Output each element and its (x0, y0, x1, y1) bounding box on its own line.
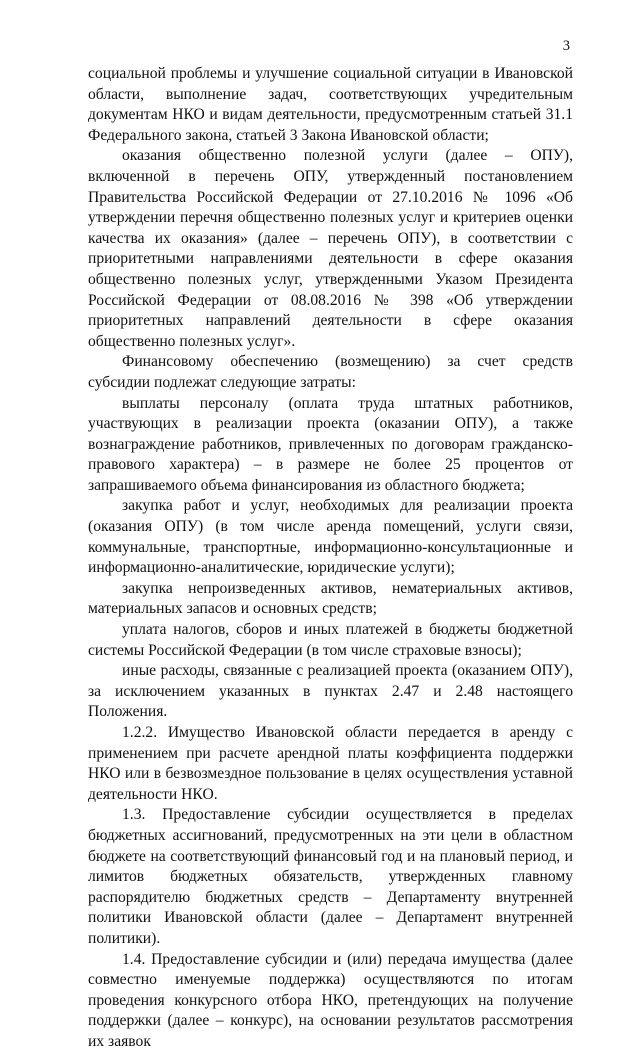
paragraph-costs-intro: Финансовому обеспечению (возмещению) за счет средств субсидии подлежат следующие затраты: (88, 353, 573, 391)
paragraph-taxes-costs: уплата налогов, сборов и иных платежей в бюджеты бюджетной системы Российской Федерации (в том числе страховые взносы); (88, 621, 573, 659)
paragraph-other-costs: иные расходы, связанные с реализацией проекта (оказанием ОПУ), за исключением указанных в пунктах 2.47 и 2.48 настоящего Положения. (88, 662, 573, 721)
paragraph-assets-costs: закупка непроизведенных активов, нематериальных активов, материальных запасов и основных средств; (88, 579, 573, 618)
paragraph-personnel-costs: выплаты персоналу (оплата труда штатных работников, участвующих в реализации проекта (оказании ОПУ), а также вознаграждение работников, привлеченных по договорам гражданско-правового характера) – в размере не более 25 процентов от запрашиваемого объема финансирования из областного бюджета; (88, 394, 573, 494)
paragraph-1-3: 1.3. Предоставление субсидии осуществляется в пределах бюджетных ассигнований, предусмотренных на эти цели в областном бюджете на соответствующий финансовый год и на плановый период, и лимитов бюджетных обязательств, утвержденных главному распорядителю бюджетных средств – Департаменту внутренней политики Ивановской области (далее – Департамент внутренней политики). (88, 806, 573, 947)
paragraph-1-4: 1.4. Предоставление субсидии и (или) передача имущества (далее совместно именуемые поддержка) осуществляются по итогам проведения конкурсного отбора НКО, претендующих на получение поддержки (далее – конкурс), на основании результатов рассмотрения их заявок (88, 950, 573, 1050)
document-body (88, 64, 573, 1053)
paragraph-opu: оказания общественно полезной услуги (далее – ОПУ), включенной в перечень ОПУ, утвержденный постановлением Правительства Российской Федерации от 27.10.2016 № 1096 «Об утверждении перечня общественно полезных услуг и критериев оценки качества их оказания» (далее – перечень ОПУ), в соответствии с приоритетными направлениями деятельности в сфере оказания общественно полезных услуг, утвержденными Указом Президента Российской Федерации от 08.08.2016 № 398 «Об утверждении приоритетных направлений деятельности в сфере оказания общественно полезных услуг». (88, 147, 573, 350)
paragraph-continuation: социальной проблемы и улучшение социальной ситуации в Ивановской области, выполнение задач, соответствующих учредительным документам НКО и видам деятельности, предусмотренным статьей 31.1 Федерального закона, статьей 3 Закона Ивановской области; (88, 65, 573, 144)
page-number: 3 (562, 38, 570, 54)
paragraph-1-2-2: 1.2.2. Имущество Ивановской области передается в аренду с применением при расчете арендной платы коэффициента поддержки НКО или в безвозмездное пользование в целях осуществления уставной деятельности НКО. (88, 724, 573, 803)
paragraph-services-costs: закупка работ и услуг, необходимых для реализации проекта (оказания ОПУ) (в том числе аренда помещений, услуги связи, коммунальные, транспортные, информационно-консультационные и информационно-аналитические, юридические услуги); (88, 497, 573, 577)
